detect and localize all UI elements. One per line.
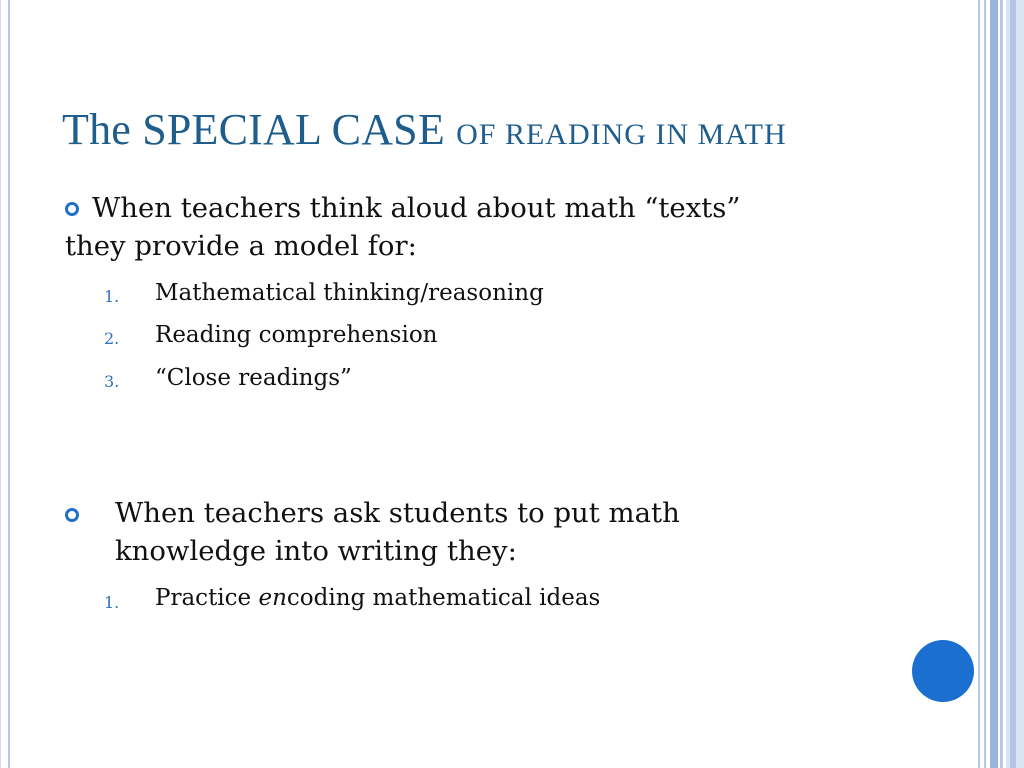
decorative-circle [912, 640, 974, 702]
right-stripe-2 [984, 0, 986, 768]
right-stripe-6 [1010, 0, 1016, 768]
list-number: 1. [104, 593, 120, 612]
bullet2-line1: When teachers ask students to put math [115, 497, 680, 529]
right-stripe-4 [1000, 0, 1003, 768]
right-stripe-3 [990, 0, 998, 768]
bullet1-line2: they provide a model for: [65, 230, 417, 262]
list-item-text: Mathematical thinking/reasoning [155, 280, 544, 306]
item-text-pre: Practice [155, 585, 259, 611]
item-text-emphasis: en [258, 585, 287, 611]
bullet2-line2: knowledge into writing they: [115, 535, 517, 567]
bullet-circle-icon [65, 508, 79, 522]
list-number: 1. [104, 287, 120, 306]
list-item-text: “Close readings” [155, 365, 352, 391]
list-item-text [155, 585, 600, 611]
bullet-circle-icon [65, 202, 79, 216]
list-number: 2. [104, 329, 120, 348]
left-border-outer [0, 0, 1, 768]
list-item-text: Reading comprehension [155, 322, 438, 348]
slide-title [62, 104, 787, 155]
title-smallcaps: OF READING IN MATH [456, 118, 787, 151]
right-stripe-1 [978, 0, 980, 768]
item-text-post: coding mathematical ideas [286, 585, 601, 611]
left-border [8, 0, 10, 768]
bullet1-line1: When teachers think aloud about math “texts” [92, 192, 741, 224]
title-main: The SPECIAL CASE [62, 105, 457, 154]
list-number: 3. [104, 372, 120, 391]
